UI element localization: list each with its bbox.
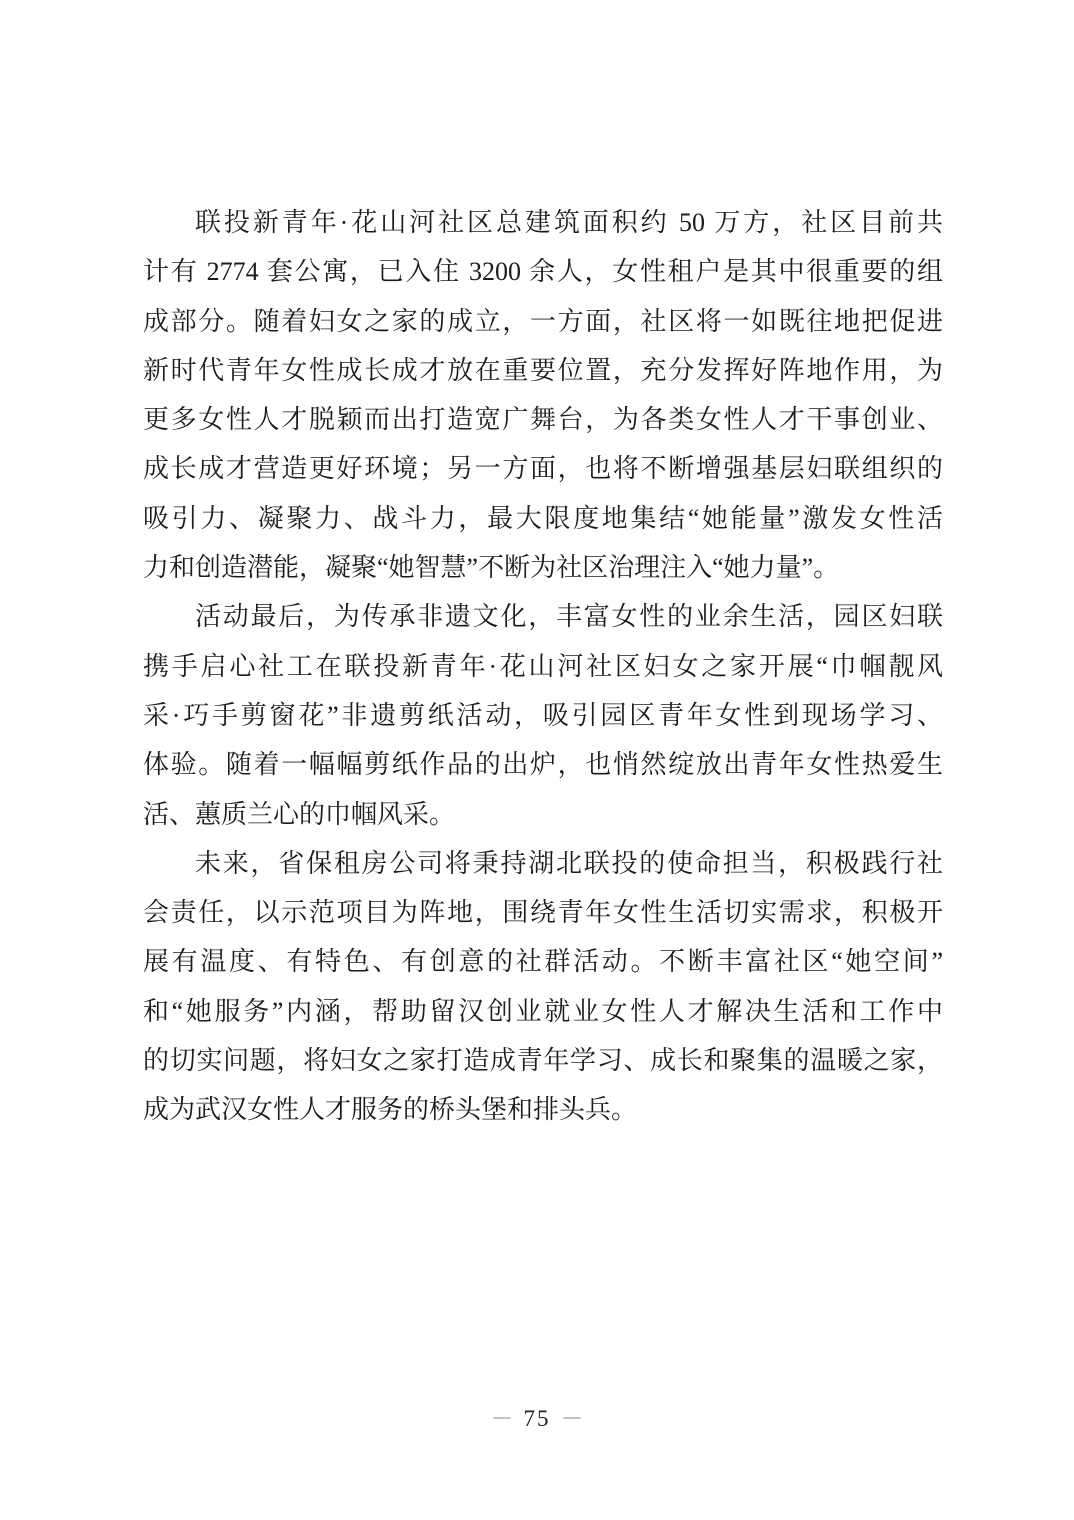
text-line: 新时代青年女性成长成才放在重要位置，充分发挥好阵地作用，为 (143, 355, 943, 385)
paragraph (143, 198, 943, 592)
text-line: 成长成才营造更好环境；另一方面，也将不断增强基层妇联组织的 (143, 454, 943, 484)
page-footer (0, 1400, 1074, 1433)
footer-dash-right: － (560, 1406, 584, 1431)
text-line: 计有 2774 套公寓，已入住 3200 余人，女性租户是其中很重要的组 (143, 257, 943, 287)
text-line: 更多女性人才脱颖而出打造宽广舞台，为各类女性人才干事创业、 (143, 405, 943, 435)
text-line: 会责任，以示范项目为阵地，围绕青年女性生活切实需求，积极开 (143, 898, 943, 928)
text-line: 的切实问题，将妇女之家打造成青年学习、成长和聚集的温暖之家， (143, 1046, 943, 1076)
text-line: 和“她服务”内涵，帮助留汉创业就业女性人才解决生活和工作中 (143, 996, 943, 1026)
text-line: 活、蕙质兰心的巾帼风采。 (143, 799, 456, 829)
text-line: 吸引力、凝聚力、战斗力，最大限度地集结“她能量”激发女性活 (143, 503, 943, 533)
paragraph (143, 839, 943, 1135)
text-line: 活动最后，为传承非遗文化，丰富女性的业余生活，园区妇联 (195, 602, 943, 632)
paragraph (143, 592, 943, 838)
text-line: 展有温度、有特色、有创意的社群活动。不断丰富社区“她空间” (143, 947, 943, 977)
text-line: 力和创造潜能，凝聚“她智慧”不断为社区治理注入“她力量”。 (143, 553, 840, 583)
text-line: 体验。随着一幅幅剪纸作品的出炉，也悄然绽放出青年女性热爱生 (143, 750, 943, 780)
text-line: 成为武汉女性人才服务的桥头堡和排头兵。 (143, 1095, 638, 1125)
text-line: 成部分。随着妇女之家的成立，一方面，社区将一如既往地把促进 (143, 306, 943, 336)
footer-dash-left: － (490, 1406, 514, 1431)
text-line: 采·巧手剪窗花”非遗剪纸活动，吸引园区青年女性到现场学习、 (143, 700, 943, 730)
text-line: 未来，省保租房公司将秉持湖北联投的使命担当，积极践行社 (195, 848, 943, 878)
text-line: 携手启心社工在联投新青年·花山河社区妇女之家开展“巾帼靓风 (143, 651, 943, 681)
page-number: 75 (523, 1406, 551, 1431)
text-line: 联投新青年·花山河社区总建筑面积约 50 万方，社区目前共 (195, 208, 943, 237)
document-body (143, 198, 943, 1135)
